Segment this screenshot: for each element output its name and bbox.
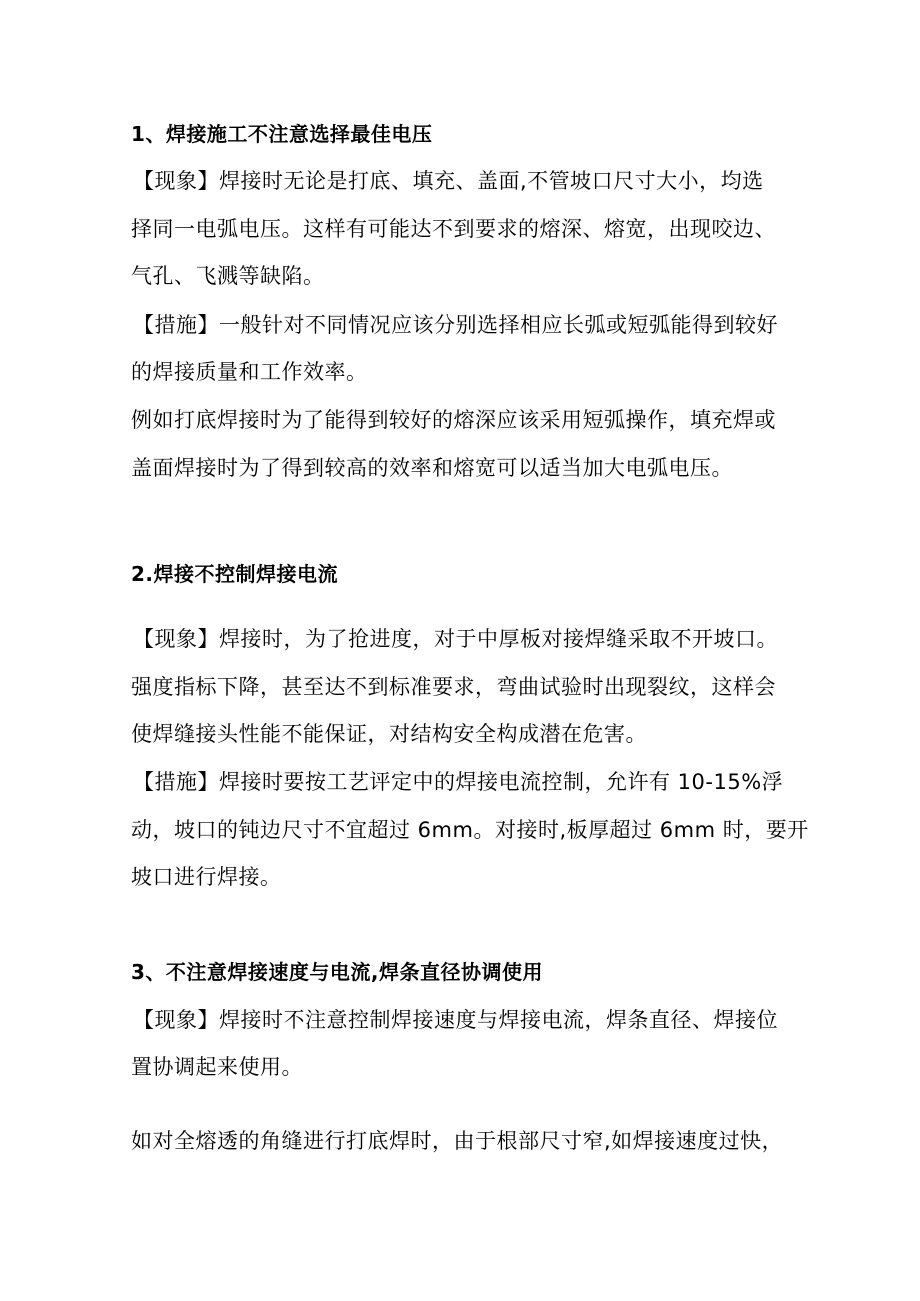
section-2-measure-line-1: 【措施】焊接时要按工艺评定中的焊接电流控制，允许有 10-15%浮 <box>133 770 784 794</box>
section-2-phenomenon-line-2: 强度指标下降，甚至达不到标准要求，弯曲试验时出现裂纹，这样会 <box>131 675 776 699</box>
section-1-measure-line-2: 的焊接质量和工作效率。 <box>131 360 368 384</box>
section-1-phenomenon-line-1: 【现象】焊接时无论是打底、填充、盖面,不管坡口尺寸大小，均选 <box>133 169 764 193</box>
section-1-example-line-2: 盖面焊接时为了得到较高的效率和熔宽可以适当加大电弧电压。 <box>131 456 733 480</box>
section-2-phenomenon-line-3: 使焊缝接头性能不能保证，对结构安全构成潜在危害。 <box>131 722 647 746</box>
section-2-phenomenon-line-1: 【现象】焊接时，为了抢进度，对于中厚板对接焊缝采取不开坡口。 <box>133 627 778 651</box>
section-2-measure-line-2: 动，坡口的钝边尺寸不宜超过 6mm。对接时,板厚超过 6mm 时，要开 <box>131 818 809 842</box>
section-2-heading: 2.焊接不控制焊接电流 <box>131 562 339 586</box>
section-1-measure-line-1: 【措施】一般针对不同情况应该分别选择相应长弧或短弧能得到较好 <box>133 313 778 337</box>
section-3-phenomenon-line-1: 【现象】焊接时不注意控制焊接速度与焊接电流，焊条直径、焊接位 <box>133 1008 778 1032</box>
section-1-phenomenon-line-2: 择同一电弧电压。这样有可能达不到要求的熔深、熔宽，出现咬边、 <box>131 217 776 241</box>
section-3-heading: 3、不注意焊接速度与电流,焊条直径协调使用 <box>131 960 544 984</box>
section-1-heading: 1、焊接施工不注意选择最佳电压 <box>131 122 433 146</box>
section-3-example-line-1: 如对全熔透的角缝进行打底焊时，由于根部尺寸窄,如焊接速度过快， <box>131 1129 784 1153</box>
section-1-example-line-1: 例如打底焊接时为了能得到较好的熔深应该采用短弧操作，填充焊或 <box>131 408 776 432</box>
section-3-phenomenon-line-2: 置协调起来使用。 <box>131 1055 303 1079</box>
section-2-measure-line-3: 坡口进行焊接。 <box>131 865 282 889</box>
section-1-phenomenon-line-3: 气孔、飞溅等缺陷。 <box>131 264 325 288</box>
